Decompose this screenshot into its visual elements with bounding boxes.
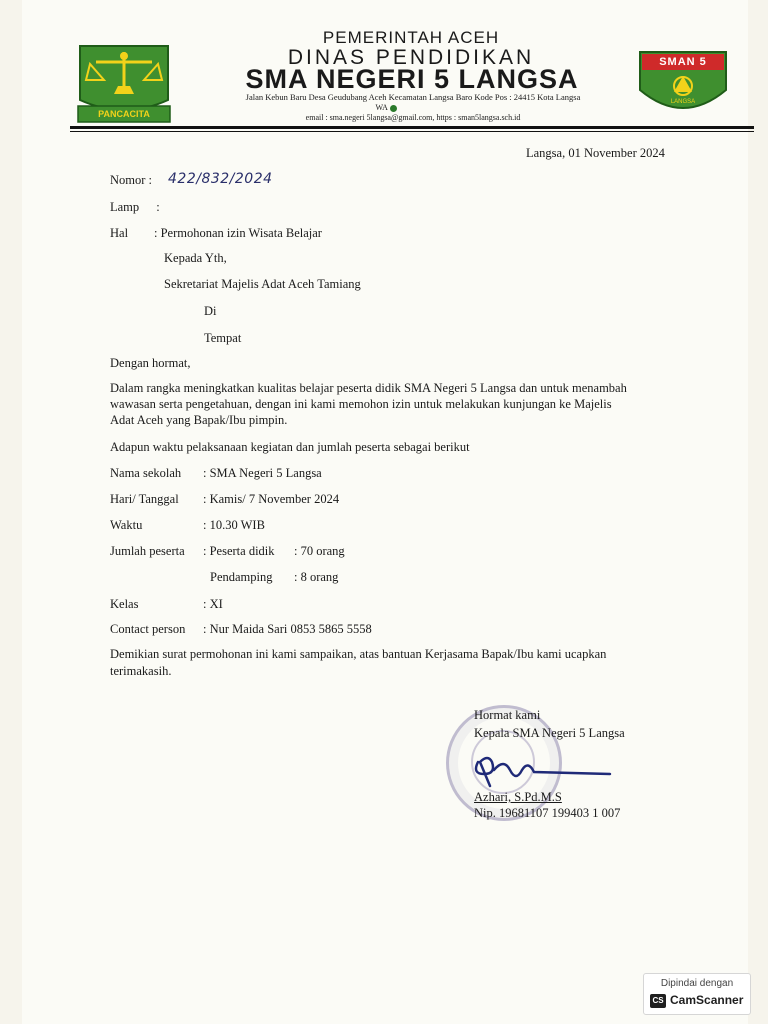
lamp-label: Lamp : — [110, 200, 160, 214]
detail-jumlah-label: Jumlah peserta — [110, 544, 185, 558]
right-logo-bottom-label: LANGSA — [670, 99, 696, 105]
detail-peserta-value: : 70 orang — [294, 544, 345, 558]
hal-value: : Permohonan izin Wisata Belajar — [154, 226, 322, 240]
nomor-label: Nomor : — [110, 173, 153, 187]
di: Di — [204, 304, 217, 318]
left-logo — [72, 42, 176, 124]
left-logo-caption: PANCACITA — [98, 109, 150, 119]
right-logo-top-label: SMAN 5 — [659, 56, 707, 68]
detail-kelas-label: Kelas — [110, 597, 139, 611]
nomor-value: 422/832/2024 — [168, 171, 273, 187]
camscanner-logo-icon: CS — [650, 994, 666, 1008]
paragraph-1 — [110, 380, 627, 428]
kepada-yth: Kepada Yth, — [164, 251, 227, 265]
detail-pendamping-value: : 8 orang — [294, 570, 339, 584]
detail-kelas-value: : XI — [203, 597, 223, 611]
camscanner-badge — [643, 973, 751, 1015]
penerima: Sekretariat Majelis Adat Aceh Tamiang — [164, 277, 361, 291]
detail-hari-label: Hari/ Tanggal — [110, 492, 179, 506]
sign-name: Azhari, S.Pd.M.S — [474, 790, 562, 804]
signature-scribble — [470, 752, 620, 794]
letter-date: Langsa, 01 November 2024 — [526, 146, 665, 160]
kop-wa-row — [346, 103, 426, 113]
closing-line1: Demikian surat permohonan ini kami sampaikan, atas bantuan Kerjasama Bapak/Ibu kami ucapkan — [110, 647, 607, 661]
kop-line1: PEMERINTAH ACEH — [322, 28, 500, 47]
closing — [110, 646, 606, 680]
detail-waktu-label: Waktu — [110, 518, 143, 532]
detail-contact-value: : Nur Maida Sari 0853 5865 5558 — [203, 622, 372, 636]
closing-line2: terimakasih. — [110, 664, 172, 678]
paragraph-2: Adapun waktu pelaksanaan kegiatan dan jumlah peserta sebagai berikut — [110, 440, 470, 454]
salam: Dengan hormat, — [110, 356, 191, 370]
lamp-label-text: Lamp — [110, 200, 140, 214]
detail-nama-value: : SMA Negeri 5 Langsa — [203, 466, 322, 480]
right-logo — [636, 50, 730, 124]
kop-line2: DINAS PENDIDIKAN — [287, 46, 535, 69]
detail-contact-label: Contact person — [110, 622, 186, 636]
whatsapp-icon — [390, 105, 397, 112]
sign-title: Kepala SMA Negeri 5 Langsa — [474, 726, 625, 740]
paragraph-1-line3: Adat Aceh yang Bapak/Ibu pimpin. — [110, 413, 288, 427]
letter-page — [22, 0, 748, 1024]
sign-nip: Nip. 19681107 199403 1 007 — [474, 806, 621, 820]
detail-nama-label: Nama sekolah — [110, 466, 182, 480]
paragraph-1-line1: Dalam rangka meningkatkan kualitas belajar peserta didik SMA Negeri 5 Langsa dan untuk menambah — [110, 381, 627, 395]
nomor-label-text: Nomor — [110, 173, 146, 187]
kop-rule-thick — [70, 126, 754, 129]
paragraph-1-line2: wawasan serta pengetahuan, dengan ini kami memohon izin untuk melakukan kunjungan ke Majelis — [110, 397, 612, 411]
camscanner-line1: Dipindai dengan — [660, 978, 734, 989]
detail-peserta-label: : Peserta didik — [203, 544, 275, 558]
kop-rule-thin — [70, 131, 754, 132]
detail-pendamping-label: Pendamping — [210, 570, 273, 584]
detail-waktu-value: : 10.30 WIB — [203, 518, 265, 532]
kop-address: Jalan Kebun Baru Desa Geudubang Aceh Kecamatan Langsa Baro Kode Pos : 24415 Kota Langsa — [245, 92, 581, 102]
kop-wa-label: WA — [375, 103, 388, 112]
camscanner-line2: CamScanner — [670, 993, 744, 1007]
kop-line3: SMA NEGERI 5 LANGSA — [245, 64, 579, 94]
kop-contact: email : sma.negeri 5langsa@gmail.com, https : sman5langsa.sch.id — [305, 113, 521, 122]
hal-label: Hal — [110, 226, 129, 240]
tempat: Tempat — [204, 331, 242, 345]
detail-hari-value: : Kamis/ 7 November 2024 — [203, 492, 340, 506]
sign-greeting: Hormat kami — [474, 708, 541, 722]
